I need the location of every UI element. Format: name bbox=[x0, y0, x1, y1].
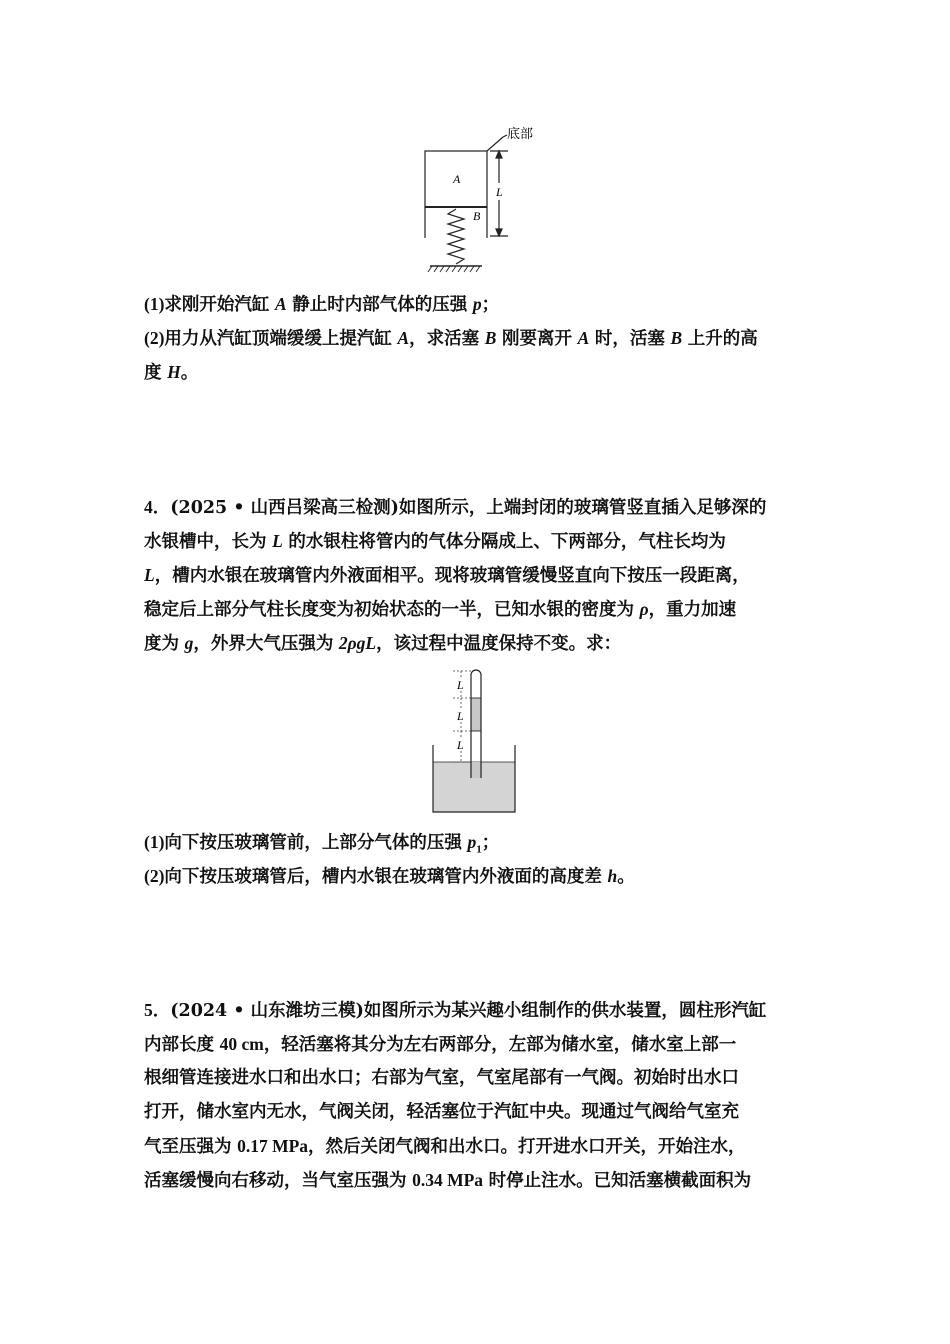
q4-part1: (1)向下按压玻璃管前，上部分气体的压强 $p_1$； bbox=[144, 832, 500, 856]
q4-part2: (2)向下按压玻璃管后，槽内水银在玻璃管内外液面的高度差 h。 bbox=[144, 866, 635, 887]
q4-line3: L，槽内水银在玻璃管内外液面相平。现将玻璃管缓慢竖直向下按压一段距离， bbox=[144, 565, 750, 586]
cylinder-spring-figure bbox=[410, 120, 540, 280]
q5-line3: 根细管连接进水口和出水口；右部为气室，气室尾部有一气阀。初始时出水口 bbox=[144, 1068, 739, 1088]
q3-part2-line1: (2)用力从汽缸顶端缓缓上提汽缸 A，求活塞 B 刚要离开 A 时，活塞 B 上升的高 bbox=[144, 328, 758, 349]
q4-line5: 度为 g，外界大气压强为 2ρgL，该过程中温度保持不变。求： bbox=[144, 633, 622, 654]
label-L: L bbox=[496, 185, 503, 199]
q5-line5: 气至压强为 0.17 MPa，然后关闭气阀和出水口。打开进水口开关，开始注水， bbox=[144, 1136, 746, 1157]
fig2-label-L2: L bbox=[457, 709, 464, 723]
label-B: B bbox=[473, 209, 481, 223]
q5-line6: 活塞缓慢向右移动，当气室压强为 0.34 MPa 时停止注水。已知活塞横截面积为 bbox=[144, 1170, 752, 1191]
mercury-tube-figure bbox=[425, 665, 525, 815]
q3-part2-line2: 度 H。 bbox=[144, 362, 199, 383]
q4-line4: 稳定后上部分气柱长度变为初始状态的一半，已知水银的密度为 ρ，重力加速 bbox=[144, 599, 737, 620]
q4-line2: 水银槽中，长为 L 的水银柱将管内的气体分隔成上、下两部分，气柱长均为 bbox=[144, 531, 726, 552]
fig2-label-L1: L bbox=[457, 678, 464, 692]
q4-line1: 4．(2025 • 山西吕梁高三检测)如图所示，上端封闭的玻璃管竖直插入足够深的 bbox=[144, 497, 767, 518]
q3-part1: (1)求刚开始汽缸 A 静止时内部气体的压强 p； bbox=[144, 294, 500, 315]
fig2-label-L3: L bbox=[457, 738, 464, 752]
q5-line2: 内部长度 40 cm，轻活塞将其分为左右两部分，左部为储水室，储水室上部一 bbox=[144, 1034, 737, 1055]
q5-line1: 5．(2024 • 山东潍坊三模)如图所示为某兴趣小组制作的供水装置，圆柱形汽缸 bbox=[144, 1000, 767, 1021]
label-A: A bbox=[453, 172, 461, 186]
q5-line4: 打开，储水室内无水，气阀关闭，轻活塞位于汽缸中央。现通过气阀给气室充 bbox=[144, 1102, 739, 1122]
label-bottom: 底部 bbox=[507, 127, 534, 142]
